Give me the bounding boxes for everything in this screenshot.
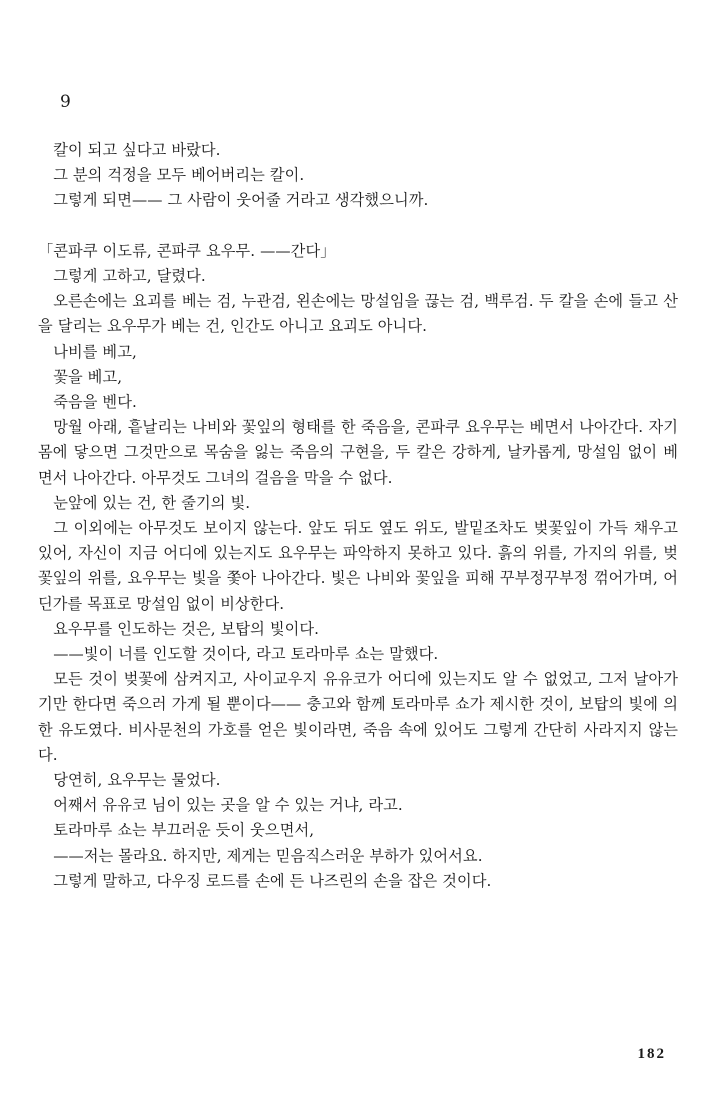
paragraph: 어째서 유유코 님이 있는 곳을 알 수 있는 거냐, 라고. [53,796,403,815]
paragraph: 모든 것이 벚꽃에 삼켜지고, 사이교우지 유유코가 어디에 있는지도 알 수 없었고, 그저 날아가기만 한다면 죽으러 가게 될 뿐이다—— 충고와 함께 토라마루 쇼가 제시한 것이, 보탑의 빛에 의한 유도였다. 비사문천의 가호를 얻은 빛이라면, 죽음 속에 있어도 그렇게 간단히 사라지지 않는다. [38,670,678,764]
paragraph: 죽음을 벤다. [53,393,137,412]
paragraph: 칼이 되고 싶다고 바랐다. [53,141,221,159]
paragraph: 꽃을 베고, [53,367,123,386]
paragraph: 토라마루 쇼는 부끄러운 듯이 웃으면서, [53,821,315,840]
paragraph: 눈앞에 있는 건, 한 줄기의 빛. [53,493,251,512]
blank-line [38,214,678,239]
paragraph: 당연히, 요우무는 물었다. [53,771,221,790]
paragraph: 망월 아래, 흩날리는 나비와 꽃잎의 형태를 한 죽음을, 콘파쿠 요우무는 베면서 나아간다. 자기 몸에 닿으면 그것만으로 목숨을 잃는 죽음의 구현을, 두 칼은 강하게, 날카롭게, 망설임 없이 베면서 나아간다. 아무것도 그녀의 걸음을 막을 수 없다. [38,418,678,487]
page-number: 182 [637,1046,666,1062]
paragraph: 오른손에는 요괴를 베는 검, 누관검, 왼손에는 망설임을 끊는 검, 백루검. 두 칼을 손에 들고 산을 달리는 요우무가 베는 건, 인간도 아니고 요괴도 아니다. [38,292,678,336]
paragraph: 그렇게 고하고, 달렸다. [53,267,206,285]
paragraph: 그 이외에는 아무것도 보이지 않는다. 앞도 뒤도 옆도 위도, 발밑조차도 벚꽃잎이 가득 채우고 있어, 자신이 지금 어디에 있는지도 요우무는 파악하지 못하고 있다. 흙의 위를, 가지의 위를, 벚꽃잎의 위를, 요우무는 빛을 쫓아 나아간다. 빛은 나비와 꽃잎을 피해 꾸부정꾸부정 꺾어가며, 어딘가를 목표로 망설임 없이 비상한다. [38,519,678,613]
chapter-number: 9 [60,92,71,112]
body-text [38,138,678,894]
paragraph: 그렇게 말하고, 다우징 로드를 손에 든 나즈린의 손을 잡은 것이다. [53,871,492,890]
paragraph: 그렇게 되면—— 그 사람이 웃어줄 거라고 생각했으니까. [53,191,429,210]
paragraph: 그 분의 걱정을 모두 베어버리는 칼이. [53,166,305,185]
dialogue-line: 「콘파쿠 이도류, 콘파쿠 요우무. ——간다」 [38,241,336,260]
paragraph: 나비를 베고, [53,342,137,361]
paragraph: ——빛이 너를 인도할 것이다, 라고 토라마루 쇼는 말했다. [53,645,439,664]
paragraph: ——저는 몰라요. 하지만, 제게는 믿음직스러운 부하가 있어서요. [53,846,483,865]
paragraph: 요우무를 인도하는 것은, 보탑의 빛이다. [53,619,320,638]
